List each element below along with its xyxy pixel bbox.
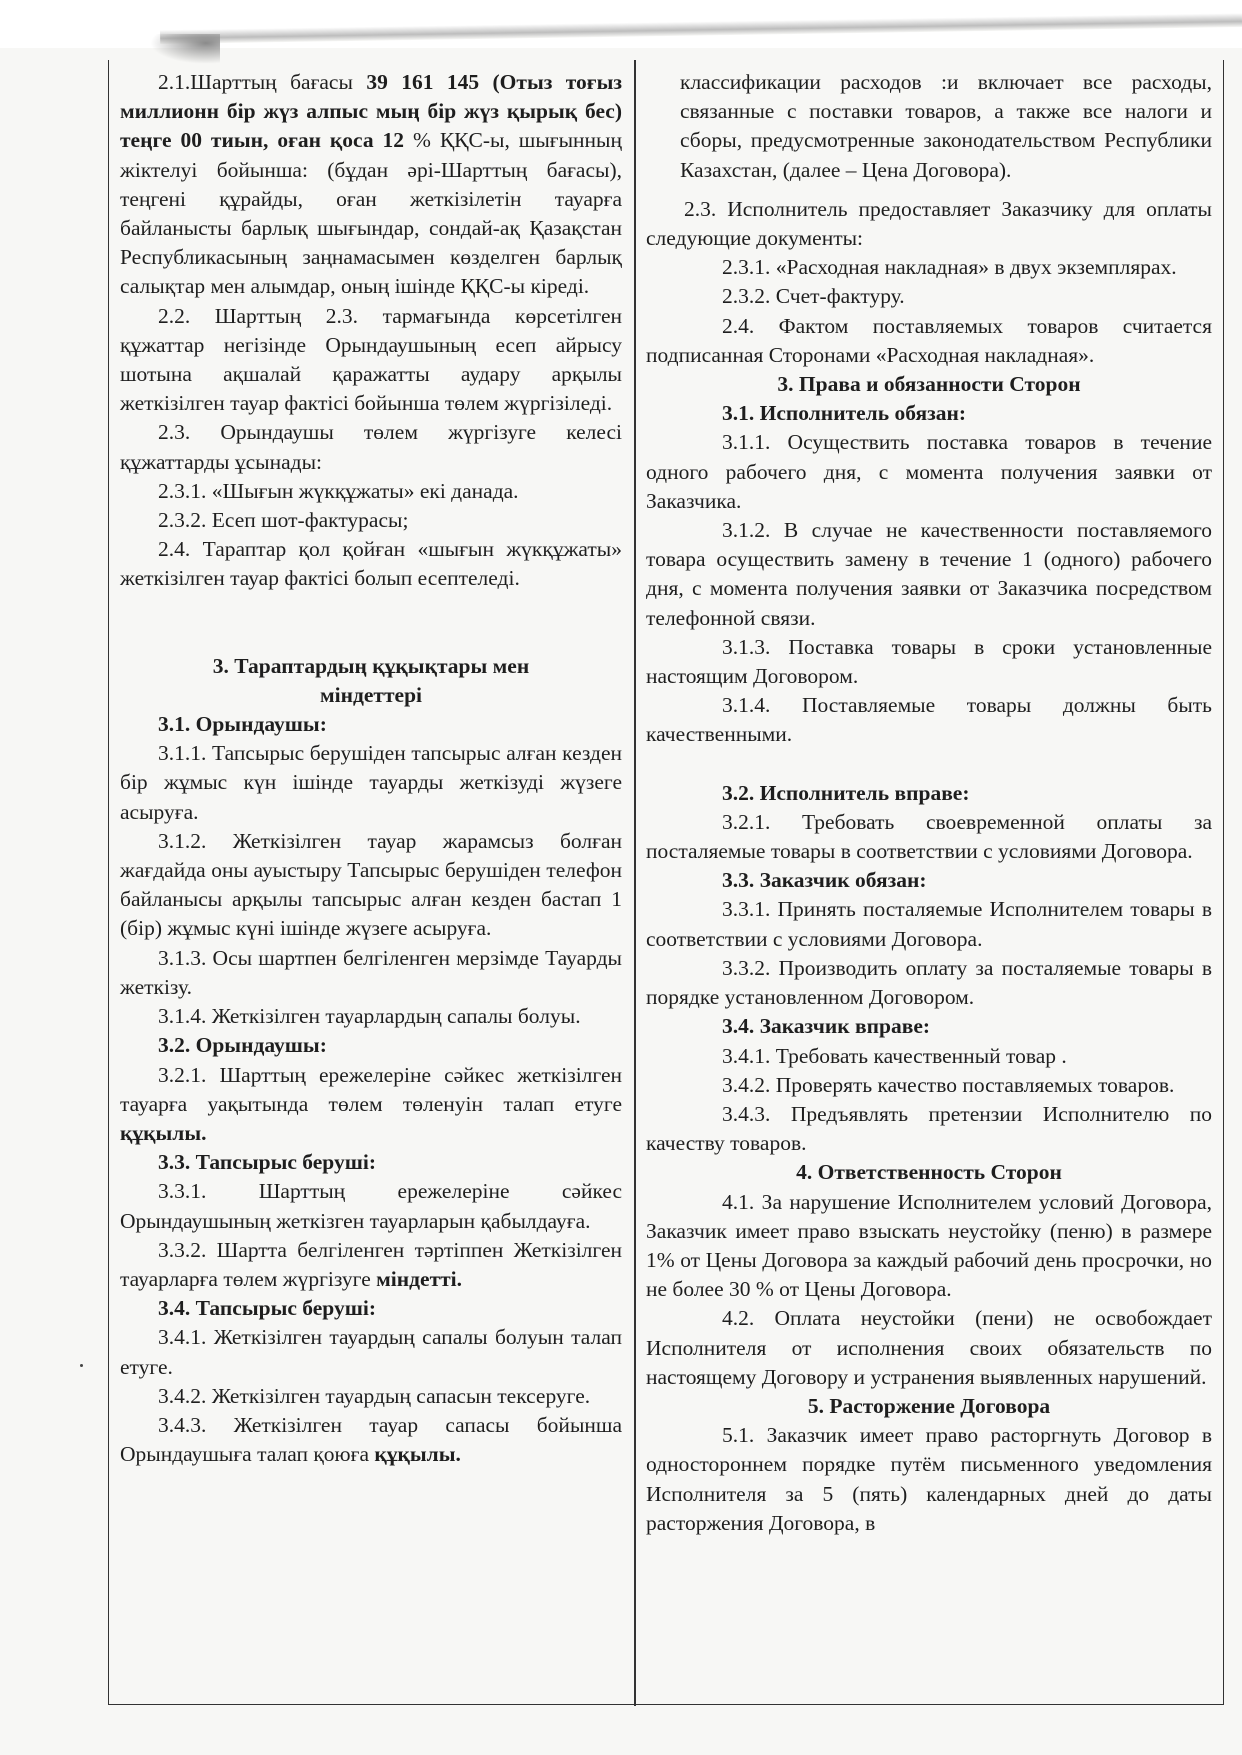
clause-2-4-ru: 2.4. Фактом поставляемых товаров считается подписанная Сторонами «Расходная накладная». xyxy=(646,313,1212,367)
clause-3-4-3-kz xyxy=(120,1411,622,1469)
clause-2-4-kz: 2.4. Тараптар қол қойған «шығын жүкқұжаты» жеткізілген тауар фактісі болып есептеледі. xyxy=(120,537,622,591)
subsection-3-3-ru: 3.3. Заказчик обязан: xyxy=(722,868,927,893)
subsection-3-2-kz: 3.2. Орындаушы: xyxy=(158,1033,327,1058)
clause-2-3-kz: 2.3. Орындаушы төлем жүргізуге келесі құжаттарды ұсынады: xyxy=(120,420,622,474)
section-5-heading-ru: 5. Расторжение Договора xyxy=(807,1393,1051,1418)
clause-3-4-2-kz: 3.4.2. Жеткізілген тауардың сапасын тексеруге. xyxy=(158,1383,591,1408)
clause-3-1-3-kz: 3.1.3. Осы шартпен белгіленген мерзімде Тауарды жеткізу. xyxy=(120,945,622,999)
clause-3-4-2-ru: 3.4.2. Проверять качество поставляемых товаров. xyxy=(722,1072,1175,1097)
clause-2-3-ru: 2.3. Исполнитель предоставляет Заказчику для оплаты следующие документы: xyxy=(646,196,1212,251)
clause-text: 3.4.3. Жеткізілген тауар сапасы бойынша Орындаушыға талап қоюға xyxy=(120,1412,622,1467)
clause-2-3-2-kz: 2.3.2. Есеп шот-фактурасы; xyxy=(158,508,409,533)
contract-page xyxy=(108,60,1224,1706)
clause-3-4-1-ru: 3.4.1. Требовать качественный товар . xyxy=(722,1043,1067,1068)
clause-3-3-1-kz: 3.3.1. Шарттың ережелеріне сәйкес Орындаушының жеткізген тауарларын қабылдауға. xyxy=(120,1179,622,1233)
clause-4-2-ru: 4.2. Оплата неустойки (пени) не освобождает Исполнителя от исполнения своих обязательств по настоящему Договору и устранения выявленных нарушений. xyxy=(646,1306,1212,1389)
clause-3-1-4-kz: 3.1.4. Жеткізілген тауарлардың сапалы болуы. xyxy=(158,1004,581,1029)
clause-3-3-2-kz xyxy=(120,1236,622,1294)
clause-bold: құқылы. xyxy=(374,1442,461,1467)
clause-5-1-ru: 5.1. Заказчик имеет право расторгнуть Договор в одностороннем порядке путём письменного уведомления Исполнителя за 5 (пять) календарных дней до даты расторжения Договора, в xyxy=(646,1423,1212,1535)
clause-3-1-3-ru: 3.1.3. Поставка товары в сроки установленные настоящим Договором. xyxy=(646,634,1212,689)
subsection-3-2-ru: 3.2. Исполнитель вправе: xyxy=(722,780,970,805)
clause-3-2-1-kz xyxy=(120,1061,622,1149)
clause-3-3-1-ru: 3.3.1. Принять посталяемые Исполнителем товары в соответствии с условиями Договора. xyxy=(646,897,1212,951)
scan-speck xyxy=(80,1364,83,1367)
clause-3-2-1-ru: 3.2.1. Требовать своевременной оплаты за посталяемые товары в соответствии с условиями Договора. xyxy=(646,809,1212,864)
clause-text: 3.3.2. Шартта белгіленген тәртіппен Жеткізілген тауарларға төлем жүргізуге xyxy=(120,1237,622,1291)
clause-bold: құқылы. xyxy=(120,1120,207,1145)
section-4-heading-ru: 4. Ответственность Сторон xyxy=(796,1160,1062,1185)
clause-2-1-ru-continued: классификации расходов :и включает все расходы, связанные с поставки товаров, а также все налоги и сборы, предусмотренные законодательством Республики Казахстан, (далее – Цена Договора). xyxy=(680,70,1212,182)
clause-3-4-1-kz: 3.4.1. Жеткізілген тауардың сапалы болуын талап етуге. xyxy=(120,1325,622,1379)
clause-2-2-kz: 2.2. Шарттың 2.3. тармағында көрсетілген құжаттар негізінде Орындаушының есеп айрысу шотына ақшалай қаражатты аудару арқылы жеткізілген тауар фактісі бойынша төлем жүргізіледі. xyxy=(120,303,622,416)
clause-2-3-1-ru: 2.3.1. «Расходная накладная» в двух экземплярах. xyxy=(722,255,1177,280)
clause-3-1-1-ru: 3.1.1. Осуществить поставка товаров в течение одного рабочего дня, с момента получения заявки от Заказчика. xyxy=(646,430,1212,513)
subsection-3-1-ru: 3.1. Исполнитель обязан: xyxy=(722,401,967,426)
section-3-heading-kz: 3. Тараптардың құқықтары мен міндеттері xyxy=(212,653,530,707)
clause-text: 2.1.Шарттың бағасы xyxy=(158,70,367,94)
subsection-3-1-kz: 3.1. Орындаушы: xyxy=(158,712,327,737)
subsection-3-4-kz: 3.4. Тапсырыс беруші: xyxy=(158,1296,376,1321)
spacer xyxy=(120,594,622,652)
clause-3-1-1-kz: 3.1.1. Тапсырыс берушіден тапсырыс алған кезден бір жұмыс күн ішінде тауарды жеткізуді жүзеге асыруға. xyxy=(120,741,622,824)
clause-3-1-2-kz: 3.1.2. Жеткізілген тауар жарамсыз болған жағдайда оны ауыстыру Тапсырыс берушіден телефон байланысы арқылы тапсырыс алған кезден бастап 1 (бір) жұмыс күні ішінде жүзеге асыруға. xyxy=(120,828,622,941)
clause-2-3-2-ru: 2.3.2. Счет-фактуру. xyxy=(722,284,905,309)
clause-3-1-2-ru: 3.1.2. В случае не качественности поставляемого товара осуществить замену в течение 1 (одного) рабочего дня, с момента получения заявки от Заказчика посредством телефонной связи. xyxy=(646,518,1212,630)
clause-4-1-ru: 4.1. За нарушение Исполнителем условий Договора, Заказчик имеет право взыскать неустойку (пеню) в размере 1% от Цены Договора за каждый рабочий день просрочки, но не более 30 % от Цены Договора. xyxy=(646,1189,1212,1302)
spacer xyxy=(646,185,1212,195)
subsection-3-4-ru: 3.4. Заказчик вправе: xyxy=(722,1014,931,1039)
clause-text: 3.2.1. Шарттың ережелеріне сәйкес жеткізілген тауарға уақытында төлем төленуін талап етуге xyxy=(120,1062,622,1116)
clause-3-4-3-ru: 3.4.3. Предъявлять претензии Исполнителю по качеству товаров. xyxy=(646,1101,1212,1156)
clause-text: % ҚҚС-ы, шығынның жіктелуі бойынша: (бұдан әрі-Шарттың бағасы), теңгені құрайды, оған жеткізілетін тауарға байланысты барлық шығындар, сондай-ақ Қазақстан Республикасының заңнамасымен көзделген барлық салықтар мен алымдар, оның ішінде ҚҚС-ы кіреді. xyxy=(120,128,622,299)
clause-2-3-1-kz: 2.3.1. «Шығын жүкқұжаты» екі данада. xyxy=(158,478,519,503)
clause-3-1-4-ru: 3.1.4. Поставляемые товары должны быть качественными. xyxy=(646,693,1212,747)
clause-bold: міндетті. xyxy=(376,1266,463,1291)
spacer xyxy=(646,750,1212,779)
clause-3-3-2-ru: 3.3.2. Производить оплату за посталяемые товары в порядке установленном Договором. xyxy=(646,955,1212,1010)
contract-price-bold: 39 161 145 (Отыз тоғыз миллионн бір жүз алпыс мың бір жүз қырық бес) теңге 00 тиын, оған қоса 12 xyxy=(120,70,622,153)
subsection-3-3-kz: 3.3. Тапсырыс беруші: xyxy=(158,1150,376,1175)
column-divider xyxy=(634,60,636,1706)
clause-2-1-kz xyxy=(120,68,622,302)
kazakh-column xyxy=(120,68,622,1469)
russian-column xyxy=(646,68,1212,1538)
section-3-heading-ru: 3. Права и обязанности Сторон xyxy=(777,372,1081,397)
